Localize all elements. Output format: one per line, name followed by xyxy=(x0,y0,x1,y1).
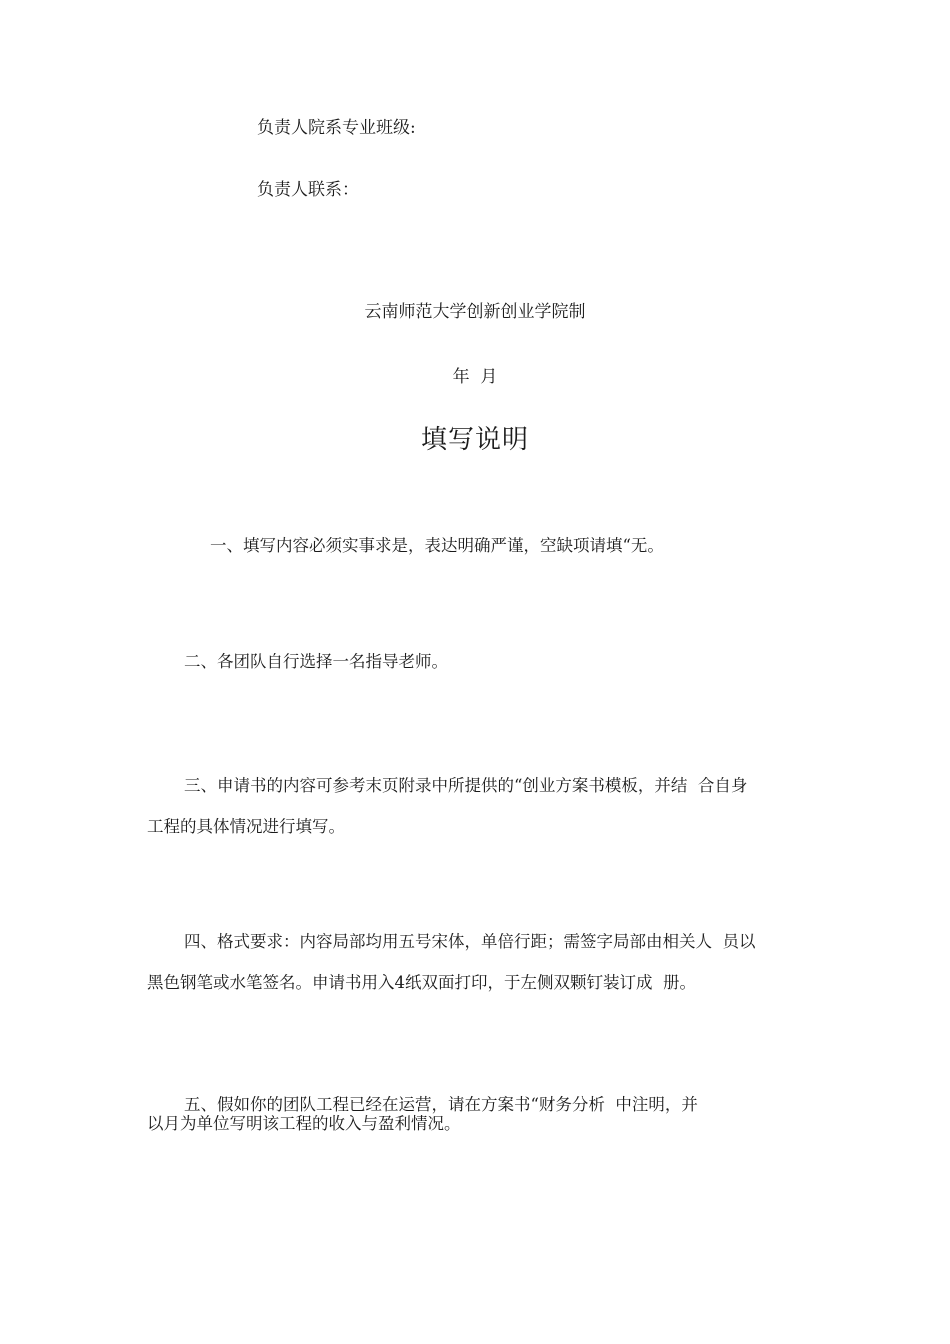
instruction-item-1: 一、填写内容必须实事求是，表达明确严谨，空缺项请填“无。 xyxy=(210,536,664,555)
dept-class-label: 负责人院系专业班级: xyxy=(257,118,416,138)
producer-text: 云南师范大学创新创业学院制 xyxy=(364,302,586,322)
instruction-item-4-line-1: 四、格式要求：内容局部均用五号宋体，单倍行距；需签字局部由相关人 员以 xyxy=(184,932,756,951)
date-text: 年 月 xyxy=(452,367,498,387)
instruction-item-3-line-2: 工程的具体情况进行填写。 xyxy=(147,817,345,836)
contact-label: 负责人联系： xyxy=(257,180,359,200)
instruction-item-5-line-1: 五、假如你的团队工程已经在运营，请在方案书“财务分析 中注明，并 xyxy=(184,1095,698,1114)
instruction-item-2: 二、各团队自行选择一名指导老师。 xyxy=(184,652,448,671)
instructions-title: 填写说明 xyxy=(420,425,529,455)
instruction-item-3-line-1: 三、申请书的内容可参考末页附录中所提供的“创业方案书模板，并结 合自身 xyxy=(184,776,748,795)
instruction-item-5-line-2: 以月为单位写明该工程的收入与盈利情况。 xyxy=(147,1114,461,1133)
instruction-item-4-line-2: 黑色钢笔或水笔签名。申请书用入4纸双面打印，于左侧双颗钉装订成 册。 xyxy=(147,973,696,992)
